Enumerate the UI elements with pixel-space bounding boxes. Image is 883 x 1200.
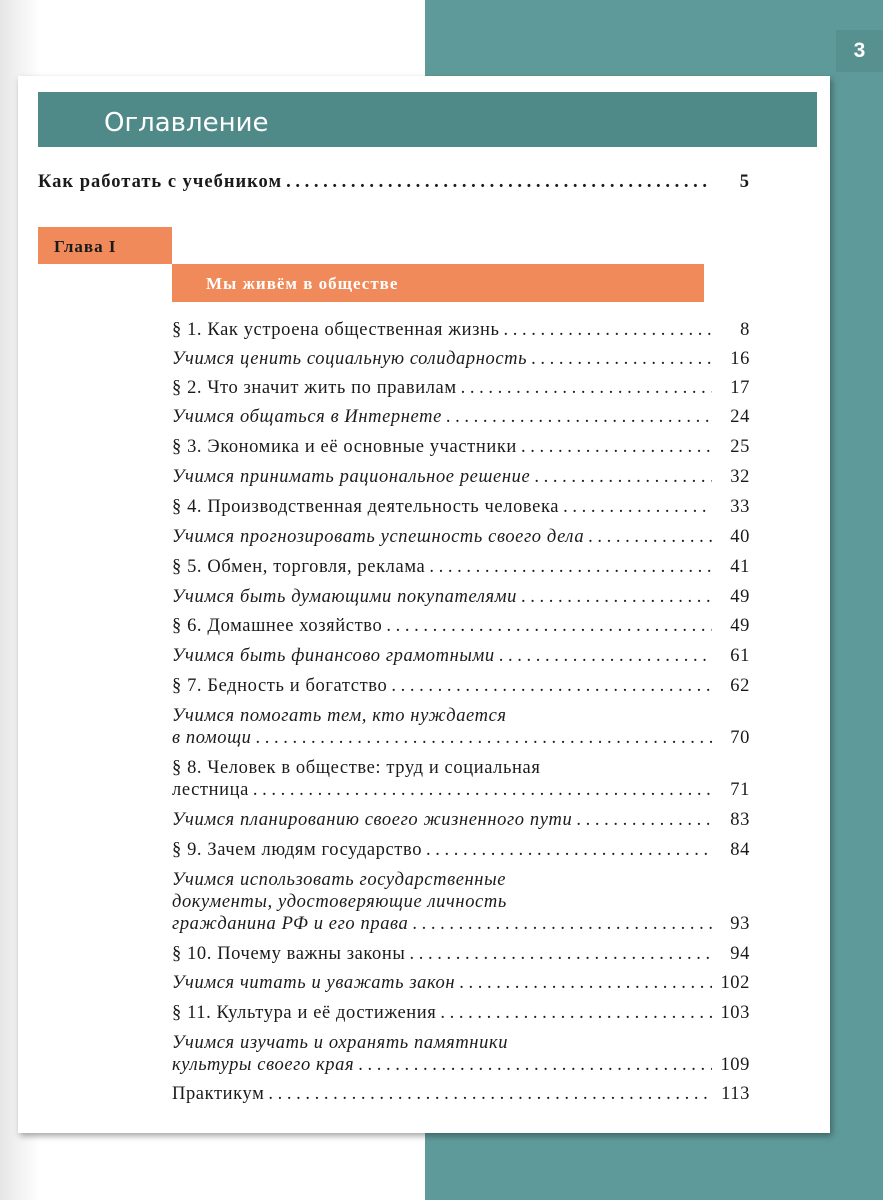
toc-entry-line: § 8. Человек в обществе: труд и социальная xyxy=(172,758,541,778)
toc-entry-workshop: в помощи . . . 70 xyxy=(172,728,750,749)
entry-label: Как работать с учебником xyxy=(38,172,283,192)
toc-entry-intro xyxy=(38,172,750,193)
page-title: Оглавление xyxy=(104,108,269,138)
toc-entry: § 4. Производственная деятельность человека . . . 33 xyxy=(172,497,750,518)
toc-entry: § 2. Что значит жить по правилам . . . 17 xyxy=(172,378,750,399)
toc-entry: § 6. Домашнее хозяйство . . . 49 xyxy=(172,616,750,637)
toc-entry-workshop: гражданина РФ и его права . . . 93 xyxy=(172,914,750,935)
toc-entry: § 1. Как устроена общественная жизнь . . . 8 xyxy=(172,320,750,341)
toc-entry-workshop: Учимся ценить социальную солидарность . . . 16 xyxy=(172,349,750,370)
toc-entry: лестница . . . 71 xyxy=(172,780,750,801)
toc-entry: § 11. Культура и её достижения . . . 103 xyxy=(172,1003,750,1024)
toc-entry-line: Учимся использовать государственные xyxy=(172,870,507,890)
dot-leader xyxy=(286,172,712,193)
toc-entry-workshop: Учимся общаться в Интернете . . . 24 xyxy=(172,407,750,428)
toc-entry-workshop: Учимся читать и уважать закон . . . 102 xyxy=(172,973,750,994)
toc-entry-workshop: Учимся быть думающими покупателями . . . 49 xyxy=(172,587,750,608)
toc-entry-workshop: Учимся быть финансово грамотными . . . 61 xyxy=(172,646,750,667)
toc-entry-workshop: Учимся планированию своего жизненного пути . . . 83 xyxy=(172,810,750,831)
toc-entry: § 3. Экономика и её основные участники . . . 25 xyxy=(172,437,750,458)
entry-page: 5 xyxy=(739,172,750,192)
toc-entry-workshop: Учимся принимать рациональное решение . . . 32 xyxy=(172,467,750,488)
toc-entry-workshop: культуры своего края . . . 109 xyxy=(172,1055,750,1076)
toc-entry-line: документы, удостоверяющие личность xyxy=(172,892,507,912)
toc-entry: § 9. Зачем людям государство . . . 84 xyxy=(172,840,750,861)
toc-entry: § 5. Обмен, торговля, реклама . . . 41 xyxy=(172,557,750,578)
page-number: 3 xyxy=(836,30,883,72)
toc-entry: Практикум . . . 113 xyxy=(172,1084,750,1105)
toc-entry-workshop: Учимся прогнозировать успешность своего дела . . . 40 xyxy=(172,527,750,548)
toc-entry: § 7. Бедность и богатство . . . 62 xyxy=(172,676,750,697)
chapter-label: Глава I xyxy=(38,227,172,264)
toc-entry-line: Учимся изучать и охранять памятники xyxy=(172,1033,509,1053)
chapter-title: Мы живём в обществе xyxy=(172,264,704,302)
toc-entry: § 10. Почему важны законы . . . 94 xyxy=(172,944,750,965)
toc-entry-line: Учимся помогать тем, кто нуждается xyxy=(172,706,507,726)
